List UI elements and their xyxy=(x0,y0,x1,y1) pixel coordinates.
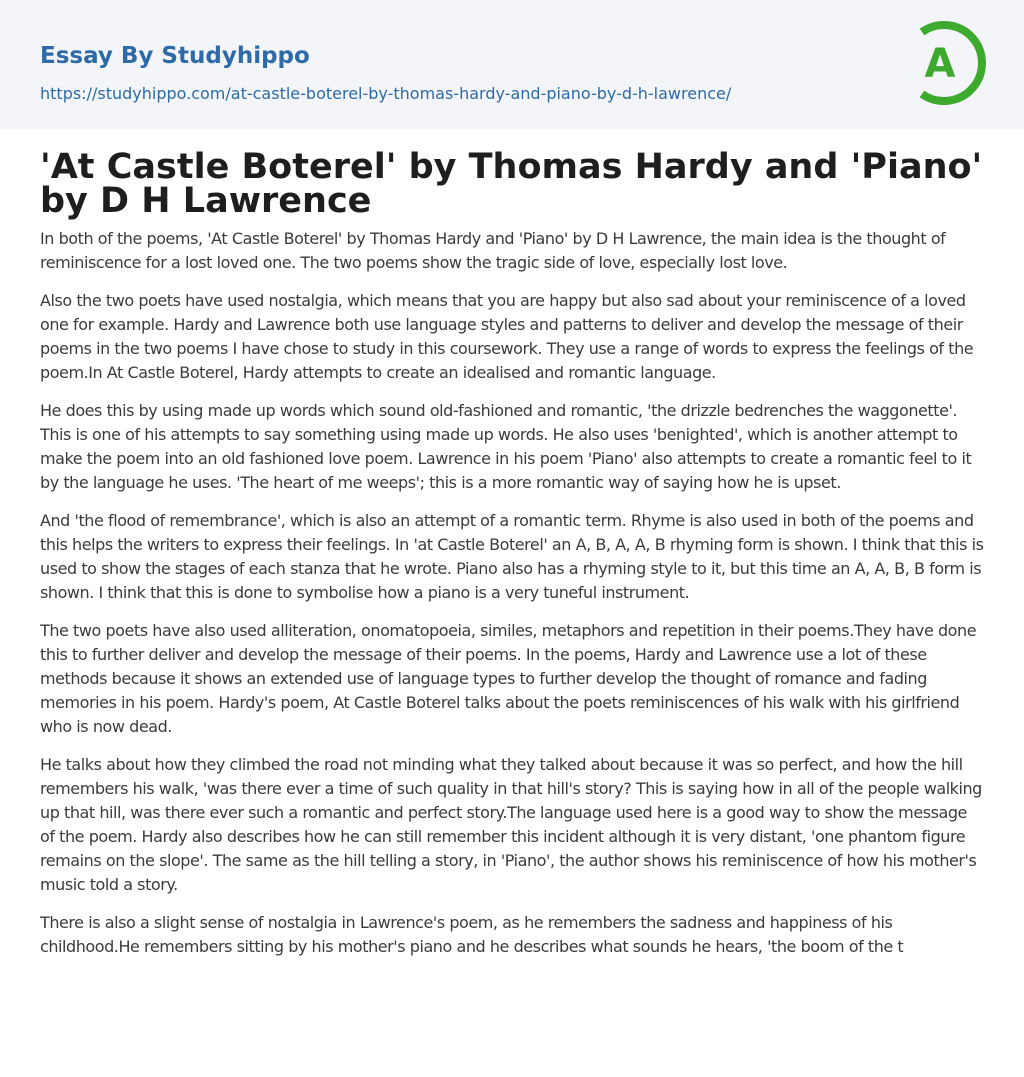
paragraph-1: In both of the poems, 'At Castle Boterel' by Thomas Hardy and 'Piano' by D H Lawrence, the main idea is the thought of reminiscence for a lost loved one. The two poems show the tragic side of love, especially lost love. xyxy=(40,229,946,272)
paragraph-7: There is also a slight sense of nostalgia in Lawrence's poem, as he remembers the sadness and happiness of his childhood.He remembers sitting by his mother's piano and he describes what sounds he hears, 'the boom of the t xyxy=(40,913,904,956)
site-title[interactable]: Essay By Studyhippo xyxy=(40,43,310,69)
logo-letter: A xyxy=(924,41,956,87)
site-header xyxy=(0,0,1024,129)
article-body xyxy=(40,147,984,959)
studyhippo-logo-icon[interactable] xyxy=(900,14,996,110)
source-url-link[interactable]: https://studyhippo.com/at-castle-boterel-by-thomas-hardy-and-piano-by-d-h-lawrence/ xyxy=(40,84,732,103)
paragraph-5: The two poets have also used alliteration, onomatopoeia, similes, metaphors and repetition in their poems.They have done this to further deliver and develop the message of their poems. In the poems, Hardy and Lawrence use a lot of these methods because it shows an extended use of language types to further develop the thought of romance and fading memories in his poem. Hardy's poem, At Castle Boterel talks about the poets reminiscences of his walk with his girlfriend who is now dead. xyxy=(40,621,977,736)
page-title: 'At Castle Boterel' by Thomas Hardy and 'Piano' by D H Lawrence xyxy=(40,147,983,221)
paragraph-2: Also the two poets have used nostalgia, which means that you are happy but also sad about your reminiscence of a loved one for example. Hardy and Lawrence both use language styles and patterns to deliver and develop the message of their poems in the two poems I have chose to study in this coursework. They use a range of words to express the feelings of the poem.In At Castle Boterel, Hardy attempts to create an idealised and romantic language. xyxy=(40,291,974,382)
paragraph-4: And 'the flood of remembrance', which is also an attempt of a romantic term. Rhyme is also used in both of the poems and this helps the writers to express their feelings. In 'at Castle Boterel' an A, B, A, A, B rhyming form is shown. I think that this is used to show the stages of each stanza that he wrote. Piano also has a rhyming style to it, but this time an A, A, B, B form is shown. I think that this is done to symbolise how a piano is a very tuneful instrument. xyxy=(40,511,984,602)
paragraph-6: He talks about how they climbed the road not minding what they talked about because it was so perfect, and how the hill remembers his walk, 'was there ever a time of such quality in that hill's story? This is saying how in all of the people walking up that hill, was there ever such a romantic and perfect story.The language used here is a good way to show the message of the poem. Hardy also describes how he can still remember this incident although it is very distant, 'one phantom figure remains on the slope'. The same as the hill telling a story, in 'Piano', the author shows his reminiscence of how his mother's music told a story. xyxy=(40,755,982,894)
paragraph-3: He does this by using made up words which sound old-fashioned and romantic, 'the drizzle bedrenches the waggonette'. This is one of his attempts to say something using made up words. He also uses 'benighted', which is another attempt to make the poem into an old fashioned love poem. Lawrence in his poem 'Piano' also attempts to create a romantic feel to it by the language he uses. 'The heart of me weeps'; this is a more romantic way of saying how he is upset. xyxy=(40,401,972,492)
